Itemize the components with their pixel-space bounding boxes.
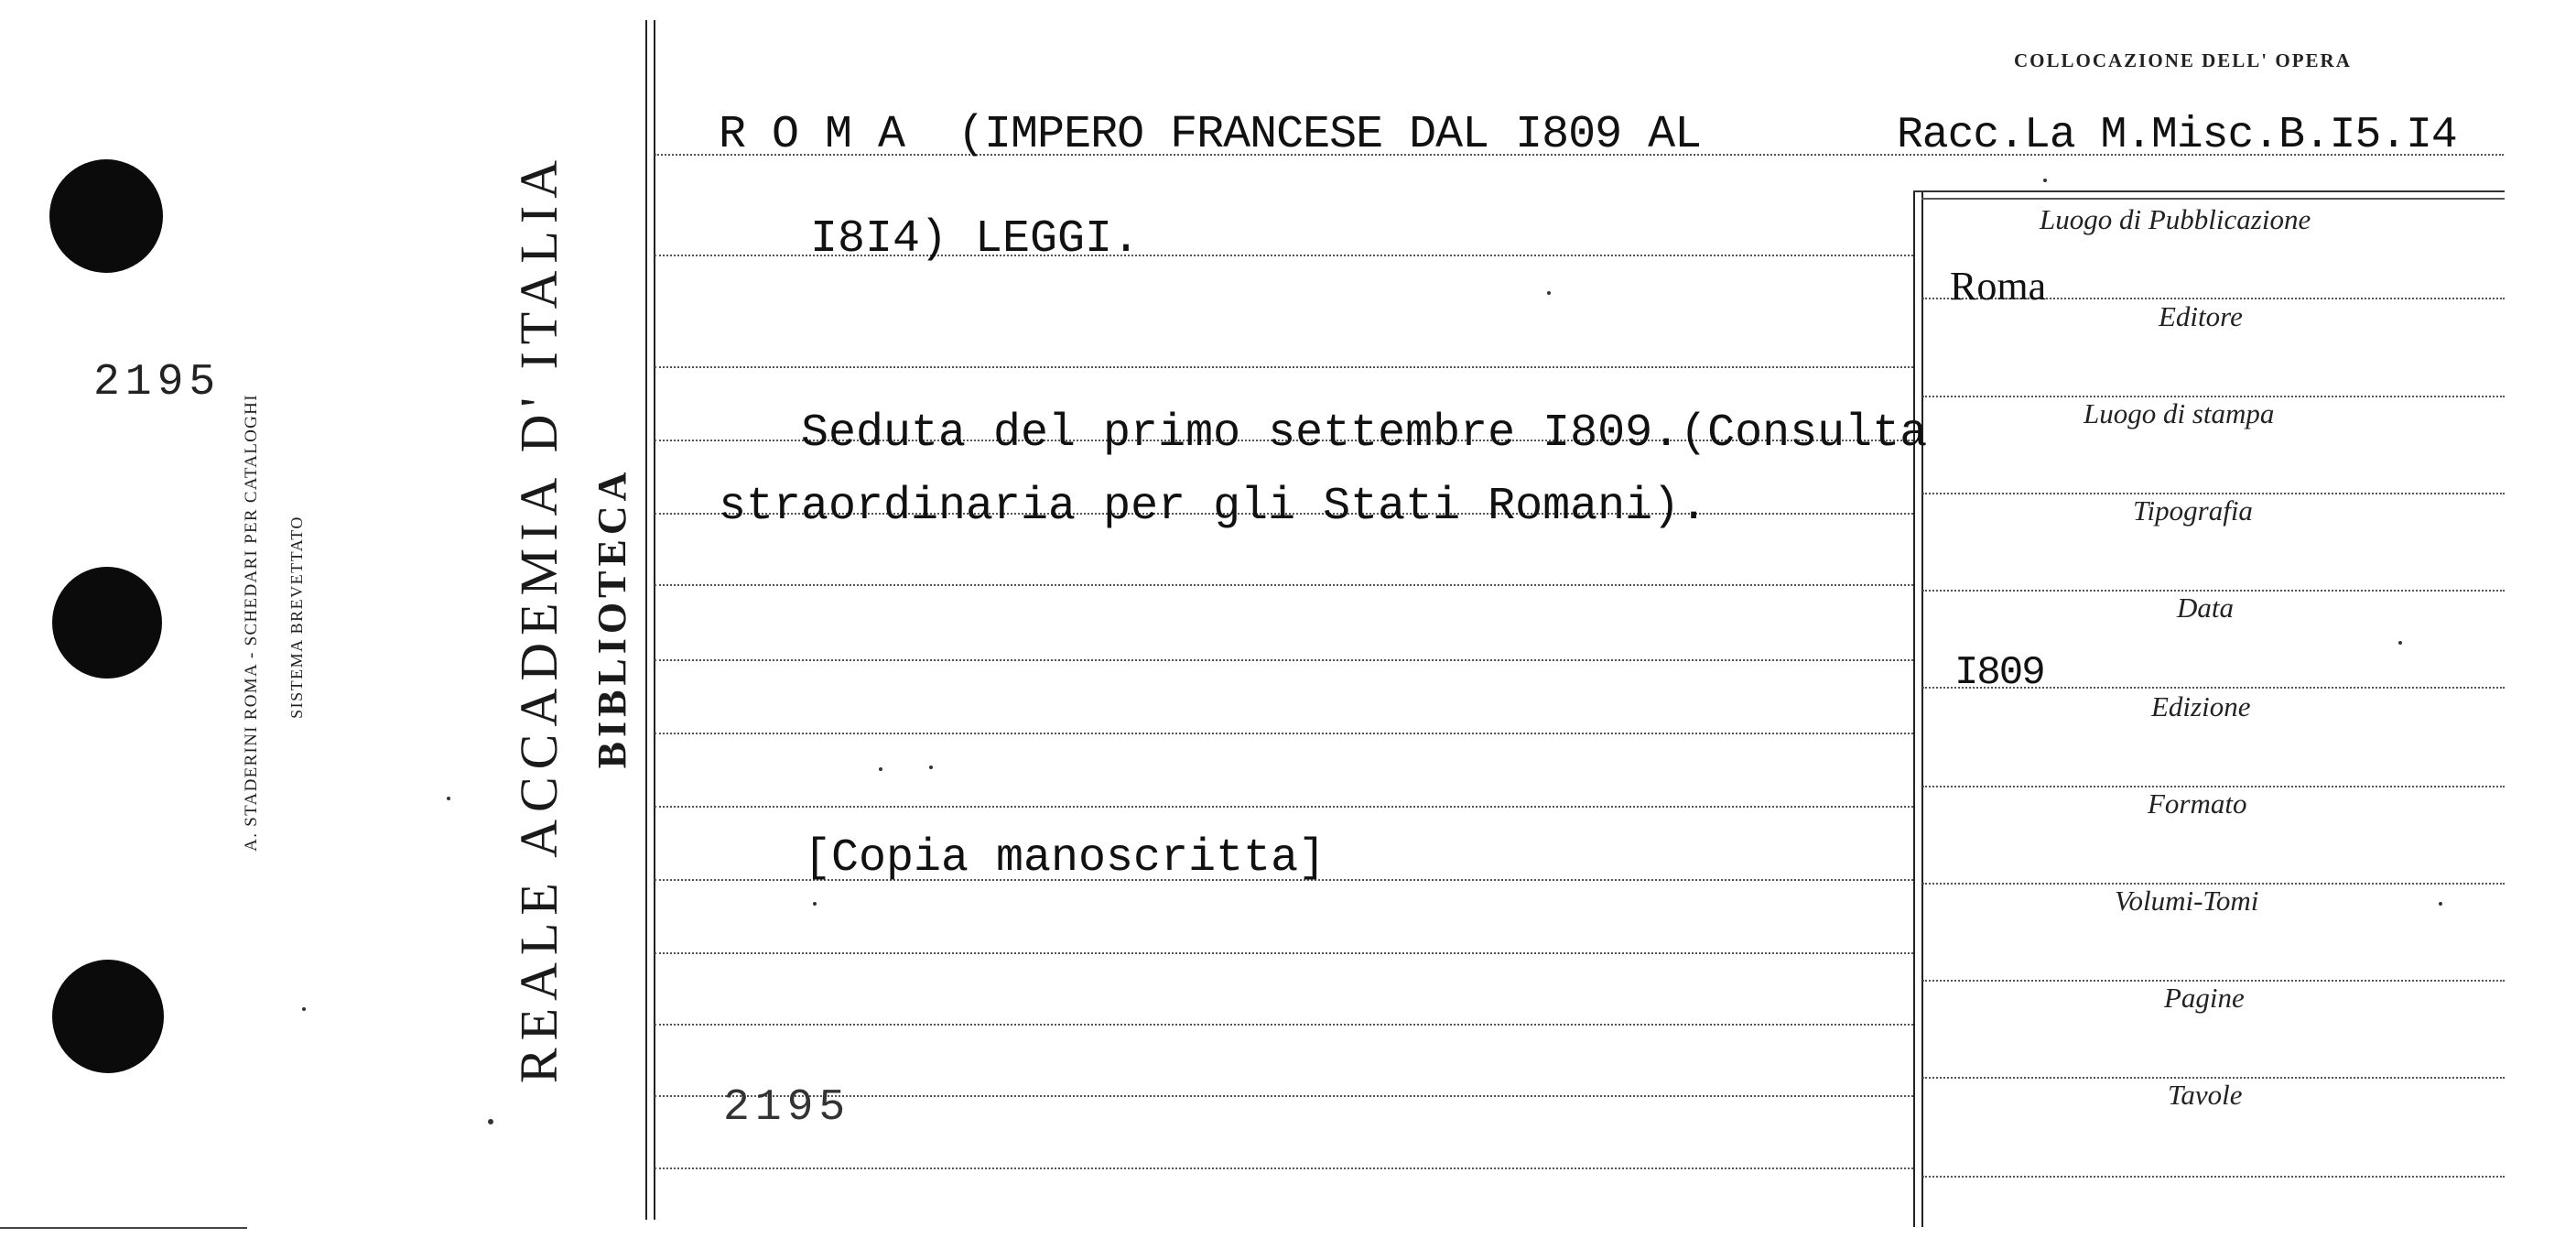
heading-line-2: I8I4) LEGGI. <box>810 213 1141 266</box>
label-data: Data <box>2177 592 2234 624</box>
scan-speck <box>488 1119 493 1124</box>
title-line-1: Seduta del primo settembre I809.(Consulta <box>801 407 1928 460</box>
label-luogo-stampa: Luogo di stampa <box>2084 397 2275 429</box>
label-tipografia: Tipografia <box>2133 494 2253 527</box>
binder-hole-top <box>49 159 163 273</box>
shelfmark: Racc.La M.Misc.B.I5.I4 <box>1897 111 2457 160</box>
location-label: COLLOCAZIONE DELL' OPERA <box>2014 49 2352 71</box>
scan-speck <box>1547 291 1551 295</box>
label-volumi-tomi: Volumi-Tomi <box>2115 885 2259 917</box>
scan-speck <box>813 902 817 906</box>
right-panel-top-rule-inner <box>1921 198 2505 200</box>
label-pagine: Pagine <box>2164 982 2245 1014</box>
field-line <box>1922 1176 2505 1178</box>
binder-hole-bottom <box>52 960 164 1073</box>
binder-hole-middle <box>52 567 162 679</box>
right-panel-top-rule <box>1913 190 2505 192</box>
title-line-2: straordinaria per gli Stati Romani). <box>719 481 1708 533</box>
right-panel-rule <box>1913 192 1915 1227</box>
left-border-rule <box>645 20 647 1220</box>
label-formato: Formato <box>2148 787 2247 820</box>
bottom-edge-line <box>0 1227 247 1229</box>
scan-speck <box>2439 902 2442 906</box>
writing-line <box>655 366 1913 368</box>
bottom-card-number: 2195 <box>723 1083 851 1133</box>
scan-speck <box>302 1007 306 1011</box>
writing-line <box>655 952 1913 954</box>
writing-line <box>655 1024 1913 1026</box>
scan-speck <box>2043 179 2047 182</box>
scan-speck <box>929 766 933 769</box>
value-data: I809 <box>1954 650 2044 696</box>
printer-imprint: A. STADERINI ROMA - SCHEDARI PER CATALOGHI <box>242 394 261 852</box>
scan-speck <box>447 797 450 800</box>
scan-speck <box>879 767 882 771</box>
institution-name: REALE ACCADEMIA D' ITALIA <box>509 152 568 1084</box>
library-name: BIBLIOTECA <box>590 467 634 769</box>
label-tavole: Tavole <box>2168 1079 2243 1111</box>
label-luogo-pubblicazione: Luogo di Pubblicazione <box>2040 203 2311 235</box>
writing-line <box>655 733 1913 734</box>
right-panel-rule-inner <box>1921 192 1923 1227</box>
left-border-rule-inner <box>654 20 655 1220</box>
writing-line <box>655 659 1913 661</box>
manuscript-note: [Copia manoscritta] <box>804 832 1326 885</box>
label-editore: Editore <box>2159 300 2243 332</box>
scan-speck <box>2398 641 2402 645</box>
writing-line <box>655 584 1913 586</box>
writing-line <box>655 1167 1913 1169</box>
label-edizione: Edizione <box>2151 690 2251 722</box>
writing-line <box>655 806 1913 808</box>
left-card-number: 2195 <box>93 358 222 407</box>
value-luogo-pubblicazione: Roma <box>1950 264 2047 309</box>
heading-line-1: R O M A (IMPERO FRANCESE DAL I809 AL <box>719 109 1702 161</box>
printer-patent-note: SISTEMA BREVETTATO <box>287 516 306 719</box>
